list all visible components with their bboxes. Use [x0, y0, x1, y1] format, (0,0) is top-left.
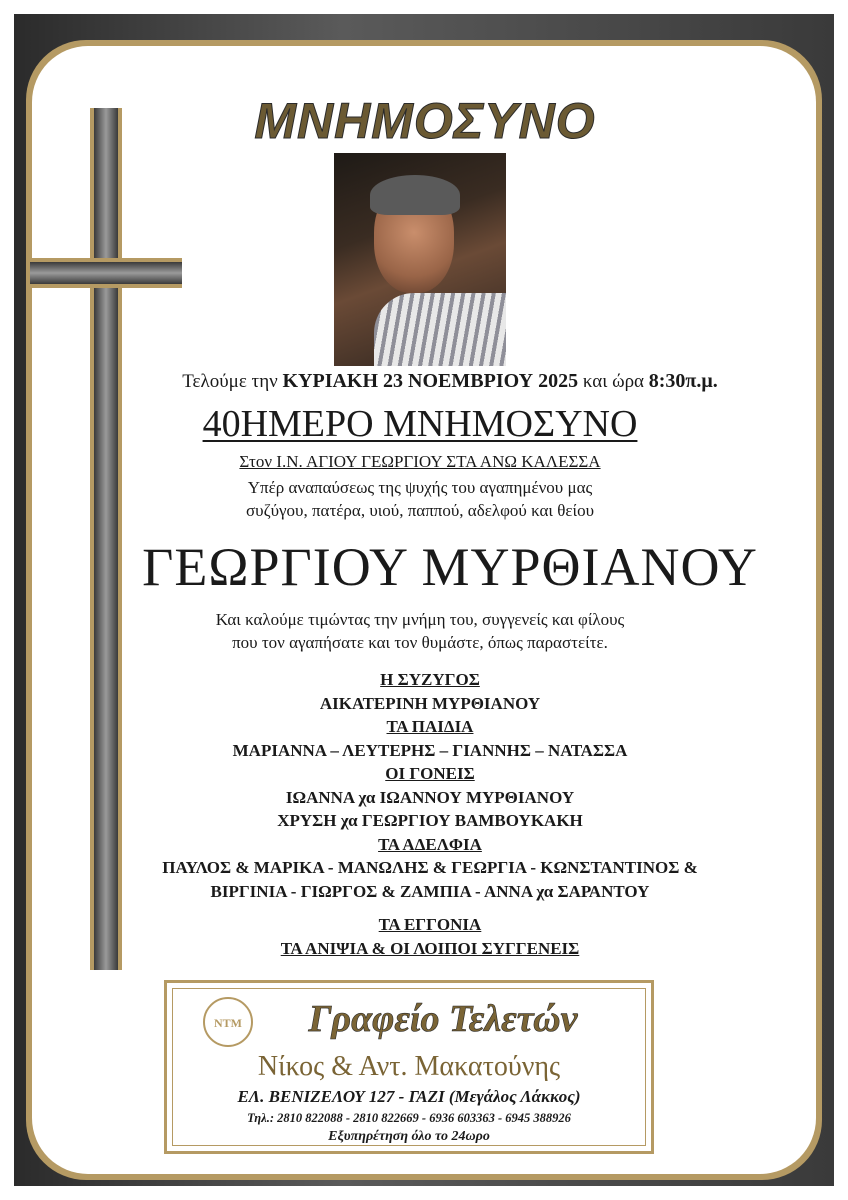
spouse-title: Η ΣΥΖΥΓΟΣ [380, 670, 480, 689]
grandchildren-title: ΤΑ ΕΓΓΟΝΙΑ [378, 915, 482, 934]
invitation-text [110, 608, 730, 654]
prayer-line: συζύγου, πατέρα, υιού, παππού, αδελφού και θείου [246, 501, 594, 520]
siblings-names: ΒΙΡΓΙΝΙΑ - ΓΙΩΡΓΟΣ & ΖΑΜΠΙΑ - ΑΝΝΑ χα ΣΑΡΑΝΤΟΥ [210, 881, 650, 901]
children-title: ΤΑ ΠΑΙΔΙΑ [386, 717, 474, 736]
agency-phones: Τηλ.: 2810 822088 - 2810 822669 - 6936 603363 - 6945 388926 [247, 1111, 571, 1125]
portrait-photo [334, 153, 506, 366]
parent-name: ΙΩΑΝΝΑ χα ΙΩΑΝΝΟΥ ΜΥΡΘΙΑΝΟΥ [285, 787, 575, 807]
siblings-title: ΤΑ ΑΔΕΛΦΙΑ [378, 834, 482, 854]
family-list [110, 668, 750, 960]
announcement-middle: και ώρα [582, 371, 645, 392]
announcement-prefix: Τελούμε την [182, 371, 278, 392]
funeral-agency-box [164, 980, 654, 1154]
parent-name: ΧΡΥΣΗ χα ΓΕΩΡΓΙΟΥ ΒΑΜΒΟΥΚΑΚΗ [277, 811, 583, 830]
service-title: 40ΗΜΕΡΟ ΜΝΗΜΟΣΥΝΟ [202, 403, 638, 445]
page-title: ΜΝΗΜΟΣΥΝΟ [254, 93, 596, 149]
relatives-title: ΤΑ ΑΝΙΨΙΑ & ΟΙ ΛΟΙΠΟΙ ΣΥΓΓΕΝΕΙΣ [280, 938, 580, 958]
agency-title: Γραφείο Τελετών [308, 998, 578, 1040]
invitation-line: Και καλούμε τιμώντας την μνήμη του, συγγενείς και φίλους [215, 610, 625, 629]
agency-address: ΕΛ. ΒΕΝΙΖΕΛΟΥ 127 - ΓΑΖΙ (Μεγάλος Λάκκος) [237, 1087, 581, 1106]
siblings-names: ΠΑΥΛΟΣ & ΜΑΡΙΚΑ - ΜΑΝΩΛΗΣ & ΓΕΩΡΓΙΑ - ΚΩΝΣΤΑΝΤΙΝΟΣ & [162, 858, 698, 877]
agency-logo-icon: NTM [203, 997, 253, 1047]
announcement-time: 8:30π.μ. [648, 370, 718, 392]
announcement-date: ΚΥΡΙΑΚΗ 23 ΝΟΕΜΒΡΙΟΥ 2025 [282, 370, 579, 392]
agency-hours: Εξυπηρέτηση όλο το 24ωρο [328, 1129, 490, 1144]
photo-shirt [374, 293, 506, 366]
deceased-name: ΓΕΩΡΓΙΟΥ ΜΥΡΘΙΑΝΟΥ [142, 537, 758, 597]
agency-name: Νίκος & Αντ. Μακατούνης [257, 1051, 561, 1082]
prayer-line: Υπέρ αναπαύσεως της ψυχής του αγαπημένου μας [247, 478, 593, 497]
invitation-line: που τον αγαπήσατε και τον θυμάστε, όπως παραστείτε. [232, 633, 608, 652]
prayer-text [110, 476, 730, 522]
spouse-name: ΑΙΚΑΤΕΡΙΝΗ ΜΥΡΘΙΑΝΟΥ [319, 693, 541, 713]
church-location: Στον Ι.Ν. ΑΓΙΟΥ ΓΕΩΡΓΙΟΥ ΣΤΑ ΑΝΩ ΚΑΛΕΣΣΑ [239, 452, 601, 471]
children-names: ΜΑΡΙΑΝΝΑ – ΛΕΥΤΕΡΗΣ – ΓΙΑΝΝΗΣ – ΝΑΤΑΣΣΑ [232, 740, 628, 760]
photo-hair [370, 175, 460, 215]
announcement-line [110, 370, 790, 393]
parents-title: ΟΙ ΓΟΝΕΙΣ [385, 764, 475, 783]
cross-icon-bar [30, 258, 182, 288]
